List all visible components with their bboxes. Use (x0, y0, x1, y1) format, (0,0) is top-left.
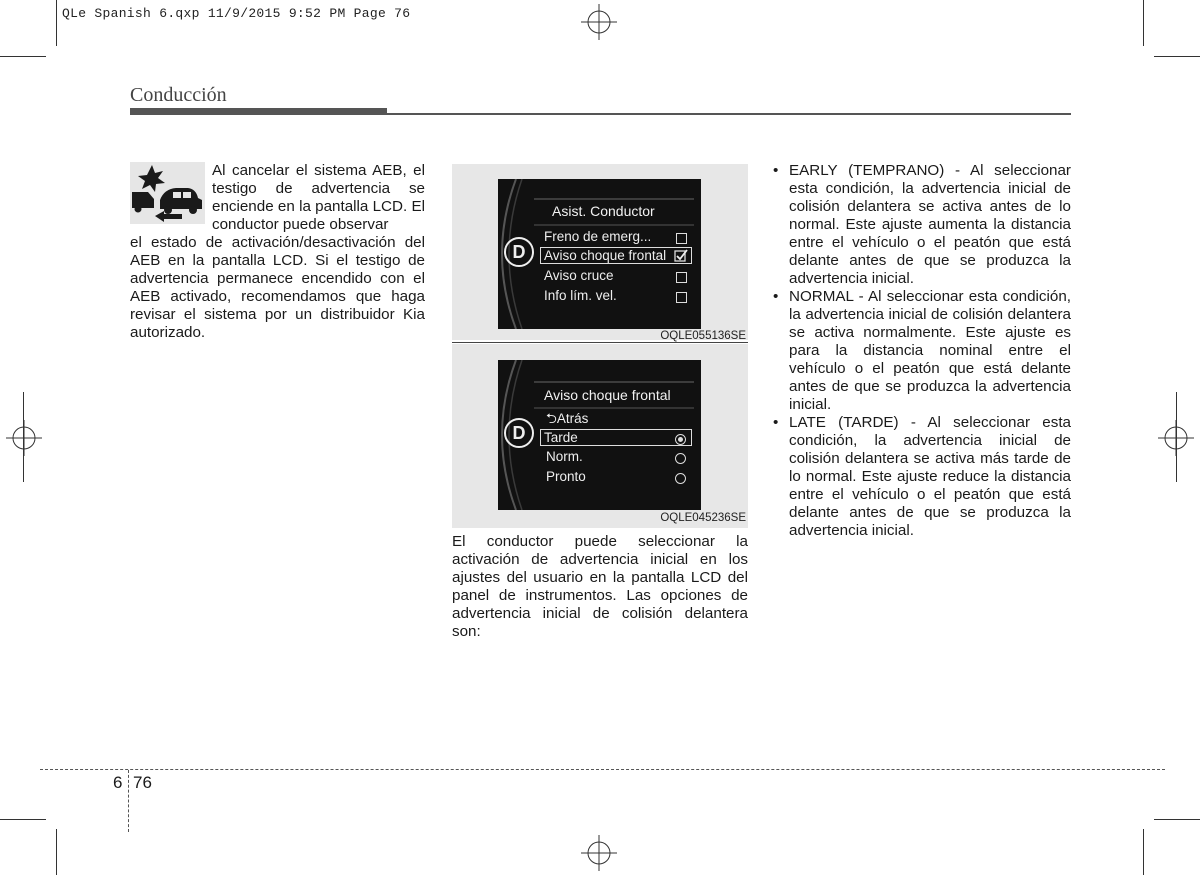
crop-mark (1143, 829, 1144, 875)
radio-icon (675, 473, 686, 484)
section-title: Conducción (130, 84, 227, 106)
drive-mode-badge: D (504, 418, 534, 448)
crop-mark (56, 0, 57, 46)
crop-mark (56, 829, 57, 875)
footer-rule (40, 769, 1165, 770)
menu-item-selected: Aviso choque frontal (540, 247, 692, 264)
menu-item: Info lím. vel. (544, 288, 617, 303)
crop-mark (1154, 819, 1200, 820)
figure-divider (452, 342, 748, 343)
settings-intro-text: El conductor puede seleccionar la activación de advertencia inicial en los ajustes del usuario en la pantalla LCD del panel de instrumentos. Las opciones de advertencia inicial de colisión delantera son: (452, 533, 748, 640)
figure-caption: OQLE045236SE (660, 512, 746, 524)
crop-mark (1176, 392, 1177, 482)
list-item-text: NORMAL - Al seleccionar esta condición, la advertencia inicial de colisión delantera se activa normalmente. Este ajuste es para la distancia nominal entre el vehículo o el peatón que está delante antes de que se produzca la advertencia inicial. (789, 288, 1071, 413)
crop-mark (0, 819, 46, 820)
page-number: 76 (133, 773, 152, 792)
figure-caption: OQLE055136SE (660, 330, 746, 342)
option: Pronto (546, 469, 586, 484)
checkbox-icon (676, 292, 687, 303)
registration-mark-icon (6, 420, 42, 456)
checkbox-icon (676, 233, 687, 244)
menu-title: Aviso choque frontal (544, 387, 671, 403)
crop-mark (23, 392, 24, 482)
list-item (773, 162, 1071, 288)
list-item (773, 288, 1071, 414)
bullet-icon: • (773, 288, 779, 305)
print-slug: QLe Spanish 6.qxp 11/9/2015 9:52 PM Page 76 (62, 6, 411, 21)
aeb-status-text: el estado de activación/desactivación del AEB en la pantalla LCD. Si el testigo de advertencia permanece encendido con el AEB activado, recomendamos que haga revisar el sistema por un distribuidor Kia autorizado. (130, 234, 425, 341)
lcd-screen (498, 179, 701, 329)
radio-icon (675, 453, 686, 464)
figure-lcd-driver-assist (452, 164, 748, 340)
back-arrow-icon: ⮌ (546, 411, 557, 426)
drive-mode-badge: D (504, 237, 534, 267)
aeb-cancel-text: Al cancelar el sistema AEB, el testigo de advertencia se enciende en la pantalla LCD. El conductor puede observar (212, 162, 425, 233)
crop-mark (1143, 0, 1144, 46)
radio-selected-icon (675, 434, 686, 445)
registration-mark-icon (581, 835, 617, 871)
crop-mark (0, 56, 46, 57)
option: Norm. (546, 449, 583, 464)
checkbox-icon (676, 272, 687, 283)
menu-title: Asist. Conductor (552, 203, 655, 219)
warning-options-list (773, 162, 1071, 540)
bullet-icon: • (773, 414, 779, 431)
footer-rule (128, 770, 129, 832)
registration-mark-icon (581, 4, 617, 40)
header-rule (387, 113, 1071, 115)
aeb-warning-icon (130, 162, 205, 224)
checkmark-icon (674, 249, 688, 262)
bullet-icon: • (773, 162, 779, 179)
chapter-number: 6 (113, 773, 123, 792)
crop-mark (1154, 56, 1200, 57)
header-rule (130, 108, 387, 115)
back-label: Atrás (556, 411, 589, 426)
list-item (773, 414, 1071, 540)
option-selected: Tarde (540, 429, 692, 446)
list-item-text: LATE (TARDE) - Al seleccionar esta condición, la advertencia inicial de colisión delantera se activa más tarde de lo normal. Este ajuste reduce la distancia entre el vehículo o el peatón que está delante antes de que se produzca la advertencia inicial. (789, 414, 1071, 539)
lcd-screen (498, 360, 701, 510)
menu-item: Freno de emerg... (544, 229, 652, 244)
menu-item: Aviso cruce (544, 268, 614, 283)
list-item-text: EARLY (TEMPRANO) - Al seleccionar esta condición, la advertencia inicial de colisión delantera se activa antes de lo normal. Este ajuste aumenta la distancia entre el vehículo o el peatón que está delante antes de que se produzca la advertencia inicial. (789, 162, 1071, 287)
figure-lcd-forward-collision-warning (452, 344, 748, 528)
